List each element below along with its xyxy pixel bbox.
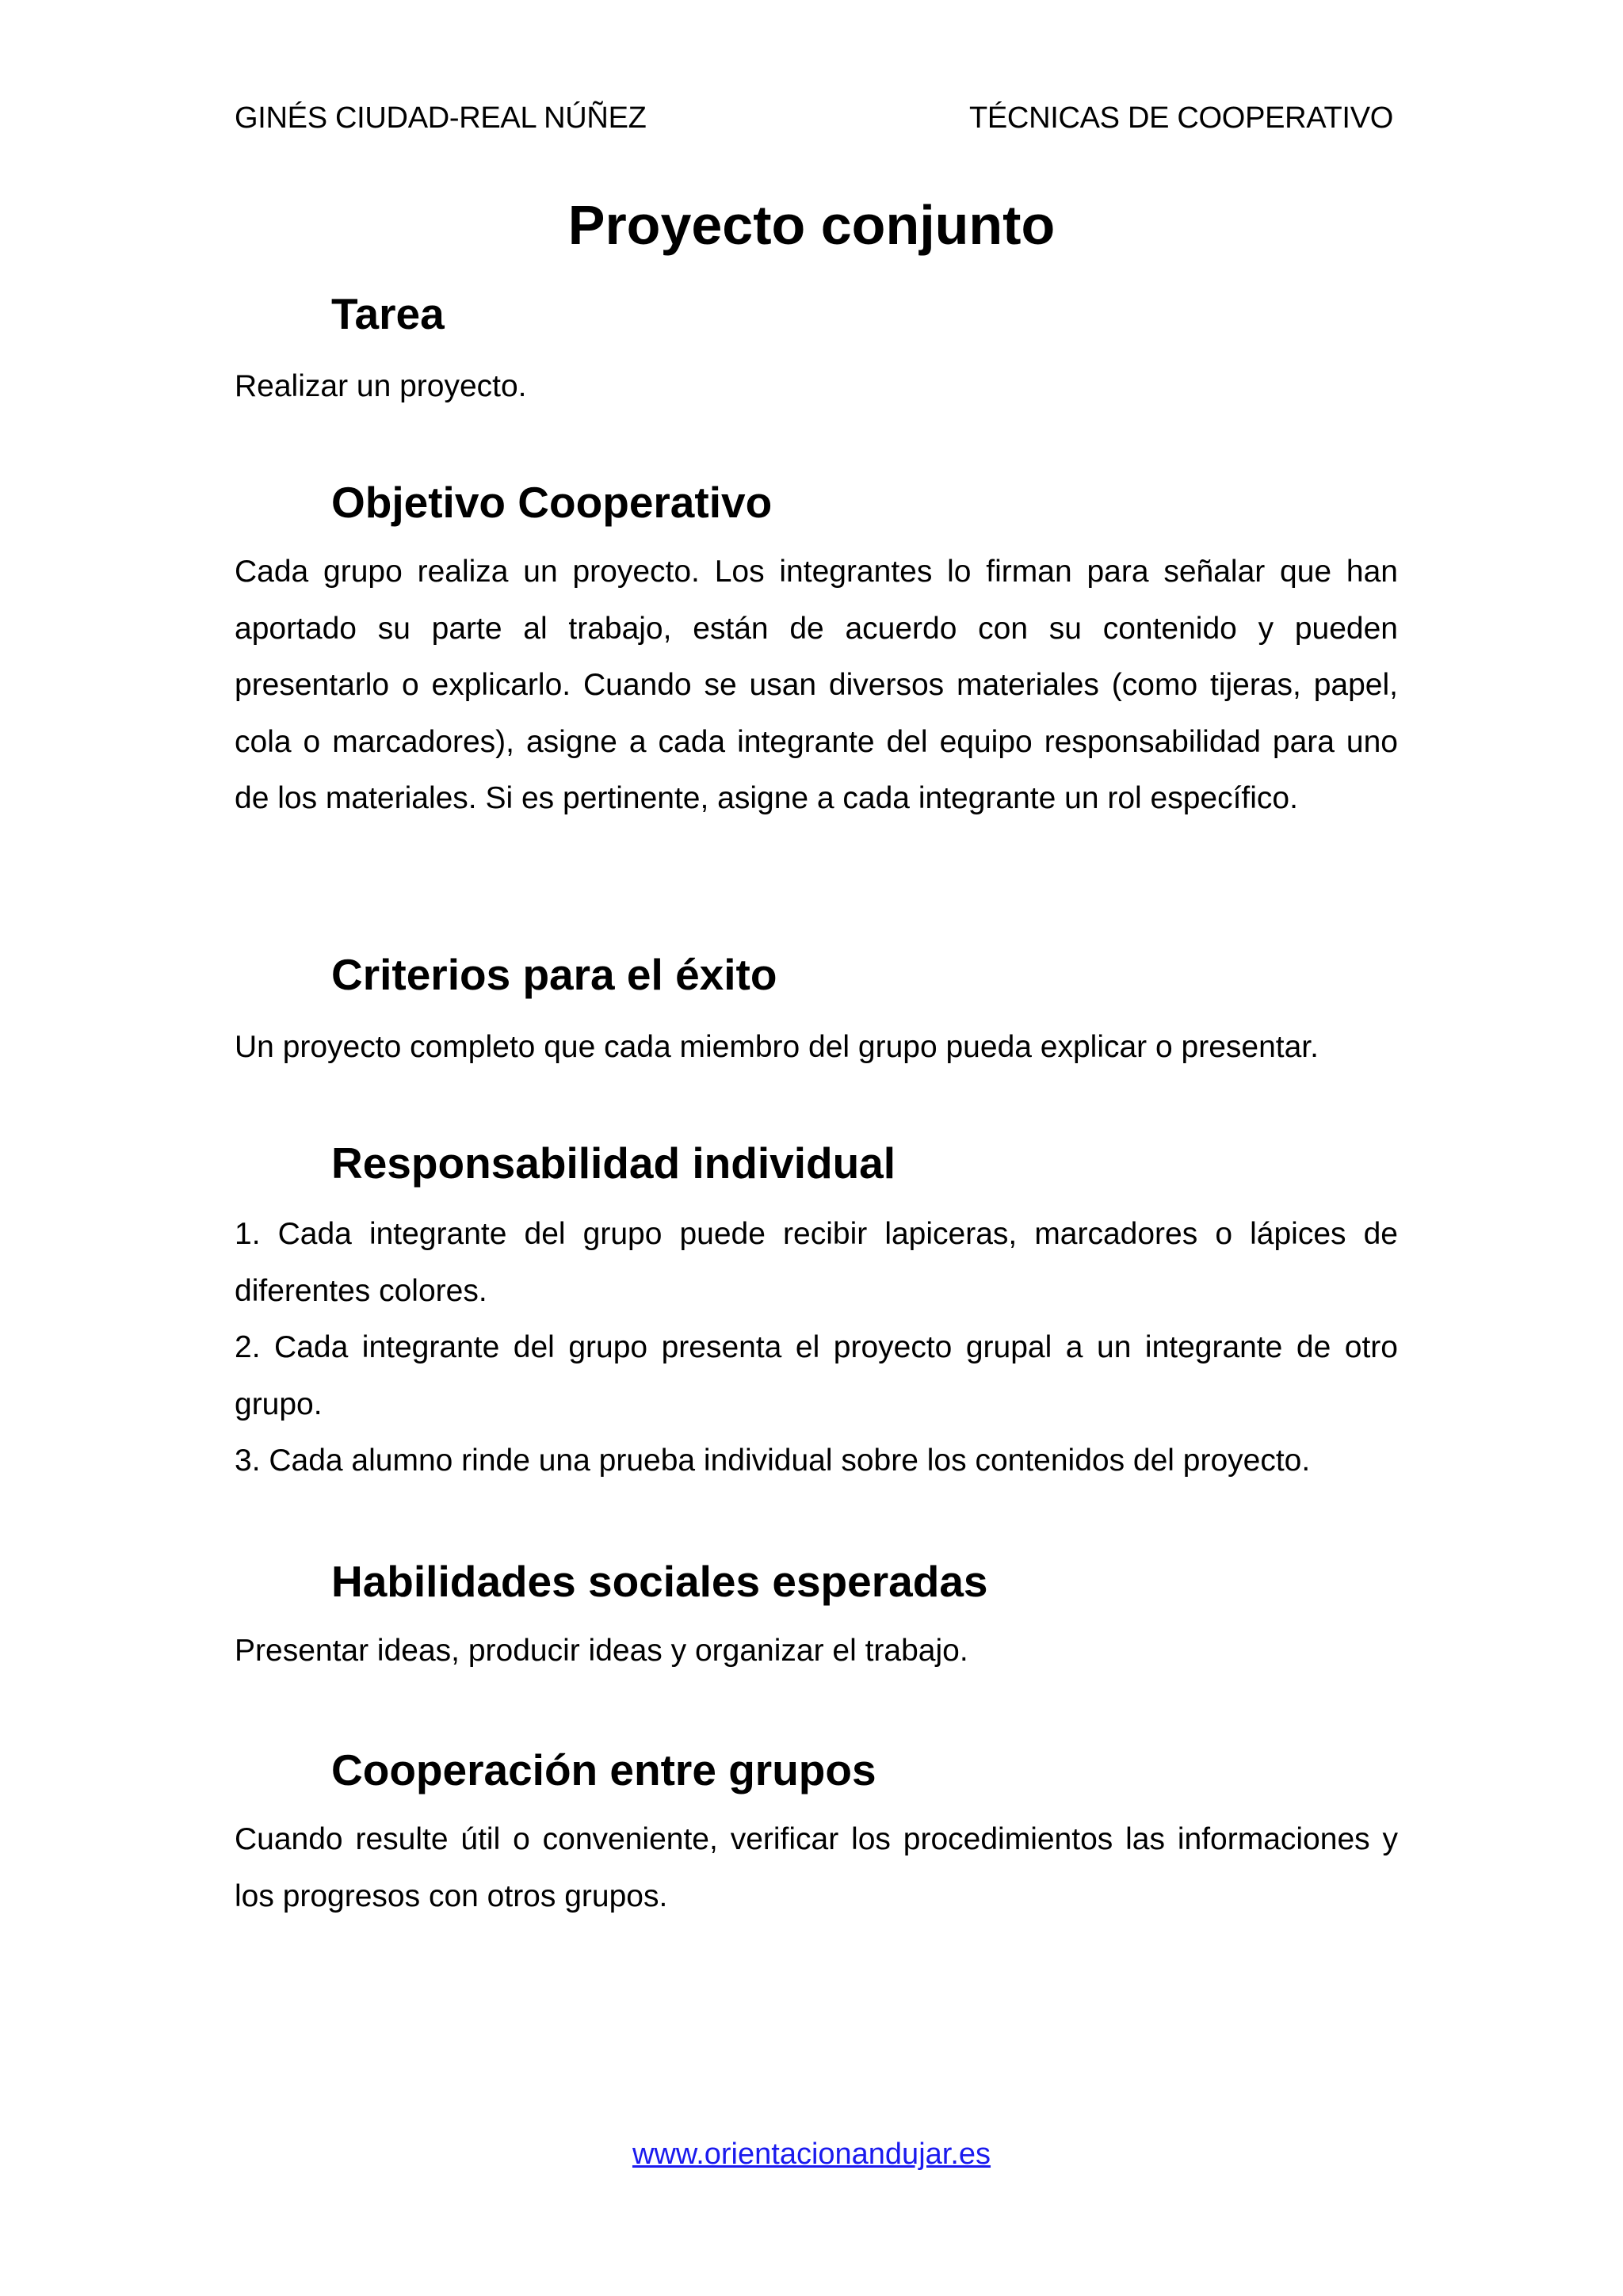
heading-criterios-exito: Criterios para el éxito: [331, 950, 777, 999]
paragraph: Cada grupo realiza un proyecto. Los integrantes lo firman para señalar que han aportado su parte al trabajo, están de acuerdo con su contenido y pueden presentarlo o explicarlo. Cuando se usan diversos materiales (como tijeras, papel, cola o marcadores), asigne a cada integrante del equipo responsabilidad para uno de los materiales. Si es pertinente, asigne a cada integrante un rol específico.: [235, 555, 1398, 815]
paragraph: Realizar un proyecto.: [235, 369, 527, 403]
heading-objetivo-cooperativo: Objetivo Cooperativo: [331, 478, 773, 527]
heading-cooperacion-grupos: Cooperación entre grupos: [331, 1745, 876, 1794]
header-author: GINÉS CIUDAD-REAL NÚÑEZ: [235, 101, 647, 135]
section-responsabilidad-body: [235, 1206, 1398, 1489]
list-item: 2. Cada integrante del grupo presenta el proyecto grupal a un integrante de otro grupo.: [235, 1330, 1398, 1421]
section-habilidades-body: [235, 1623, 1398, 1680]
website-link[interactable]: www.orientacionandujar.es: [632, 2138, 991, 2171]
paragraph: Cuando resulte útil o conveniente, verificar los procedimientos las informaciones y los progresos con otros grupos.: [235, 1822, 1398, 1913]
heading-tarea: Tarea: [331, 289, 445, 338]
list-item: 1. Cada integrante del grupo puede recibir lapiceras, marcadores o lápices de diferentes colores.: [235, 1217, 1398, 1308]
section-criterios-body: [235, 1019, 1398, 1076]
page-title: Proyecto conjunto: [567, 194, 1056, 256]
section-cooperacion-body: [235, 1811, 1398, 1924]
footer: [0, 2136, 1623, 2172]
section-tarea-body: [235, 358, 1398, 415]
section-objetivo-body: [235, 543, 1398, 827]
heading-habilidades-sociales: Habilidades sociales esperadas: [331, 1557, 988, 1606]
list-item: 3. Cada alumno rinde una prueba individual sobre los contenidos del proyecto.: [235, 1444, 1311, 1478]
paragraph: Un proyecto completo que cada miembro del grupo pueda explicar o presentar.: [235, 1030, 1319, 1064]
paragraph: Presentar ideas, producir ideas y organizar el trabajo.: [235, 1634, 968, 1668]
heading-responsabilidad-individual: Responsabilidad individual: [331, 1138, 896, 1188]
header-subject: TÉCNICAS DE COOPERATIVO: [968, 101, 1393, 135]
